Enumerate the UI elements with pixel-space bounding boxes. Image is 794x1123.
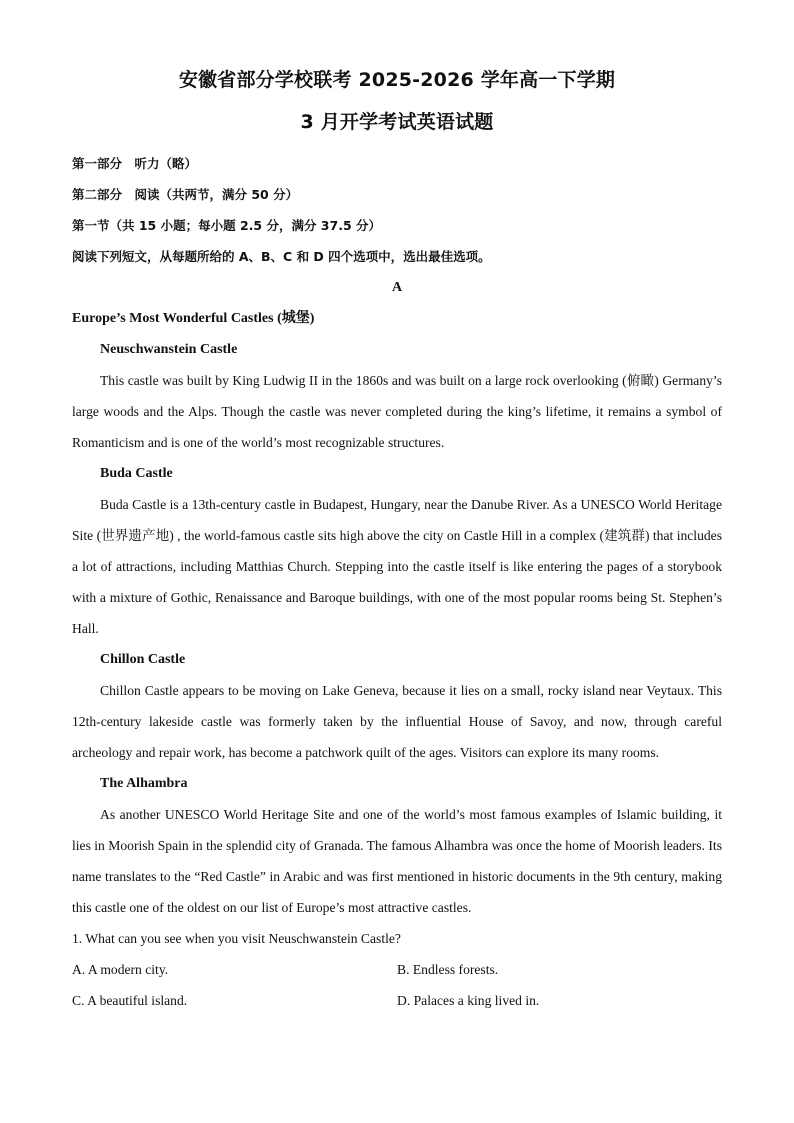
castle-description: As another UNESCO World Heritage Site and one of the world’s most famous examples of Islamic building, it lies in Moorish Spain in the splendid city of Granada. The famous Alhambra was once the home of Moorish leaders. Its name translates to the “Red Castle” in Arabic and was first mentioned in historic documents in the 9th century, making this castle one of the oldest on our list of Europe’s most attractive castles. bbox=[72, 807, 722, 915]
castle-description: This castle was built by King Ludwig II in the 1860s and was built on a large rock overlooking (俯瞰) Germany’s large woods and the Alps. Though the castle was never completed during the king’s lifetime, it remains a symbol of Romanticism and is one of the world’s most recognizable structures. bbox=[72, 373, 722, 450]
passage-title: Europe’s Most Wonderful Castles (城堡) bbox=[72, 311, 315, 326]
option-c: C. A beautiful island. bbox=[72, 993, 188, 1008]
question-options bbox=[72, 954, 722, 1016]
castle-name: Chillon Castle bbox=[100, 652, 186, 667]
option-a: A. A modern city. bbox=[72, 962, 169, 977]
castle-name: The Alhambra bbox=[100, 776, 188, 791]
option-b: B. Endless forests. bbox=[397, 962, 499, 977]
reading-instruction: 阅读下列短文，从每题所给的 A、B、C 和 D 四个选项中，选出最佳选项。 bbox=[72, 249, 491, 264]
exam-title-line2: 3 月开学考试英语试题 bbox=[300, 111, 494, 133]
castle-description: Buda Castle is a 13th-century castle in Budapest, Hungary, near the Danube River. As a UNESCO World Heritage Site (世界遗产地) , the world-famous castle sits high above the city on Castle Hill in a complex (建筑群) that includes a lot of attractions, including Matthias Church. Stepping into the castle itself is like entering the pages of a storybook with a mixture of Gothic, Renaissance and Baroque buildings, with one of the most popular rooms being St. Stephen’s Hall. bbox=[72, 497, 722, 636]
option-d: D. Palaces a king lived in. bbox=[397, 993, 540, 1008]
castle-name: Neuschwanstein Castle bbox=[100, 342, 238, 357]
section1-heading: 第一节（共 15 小题；每小题 2.5 分，满分 37.5 分） bbox=[72, 218, 381, 233]
castle-name: Buda Castle bbox=[100, 466, 173, 481]
passage-letter: A bbox=[391, 280, 403, 295]
exam-title-line1: 安徽省部分学校联考 2025-2026 学年高一下学期 bbox=[178, 69, 616, 91]
part2-heading: 第二部分 阅读（共两节，满分 50 分） bbox=[72, 187, 299, 202]
castle-description: Chillon Castle appears to be moving on Lake Geneva, because it lies on a small, rocky island near Veytaux. This 12th-century lakeside castle was formerly taken by the influential House of Savoy, and now, through careful archeology and repair work, has become a patchwork quilt of the ages. Visitors can explore its many rooms. bbox=[72, 683, 722, 760]
part1-heading: 第一部分 听力（略） bbox=[72, 156, 198, 171]
question-stem: 1. What can you see when you visit Neuschwanstein Castle? bbox=[72, 931, 401, 946]
